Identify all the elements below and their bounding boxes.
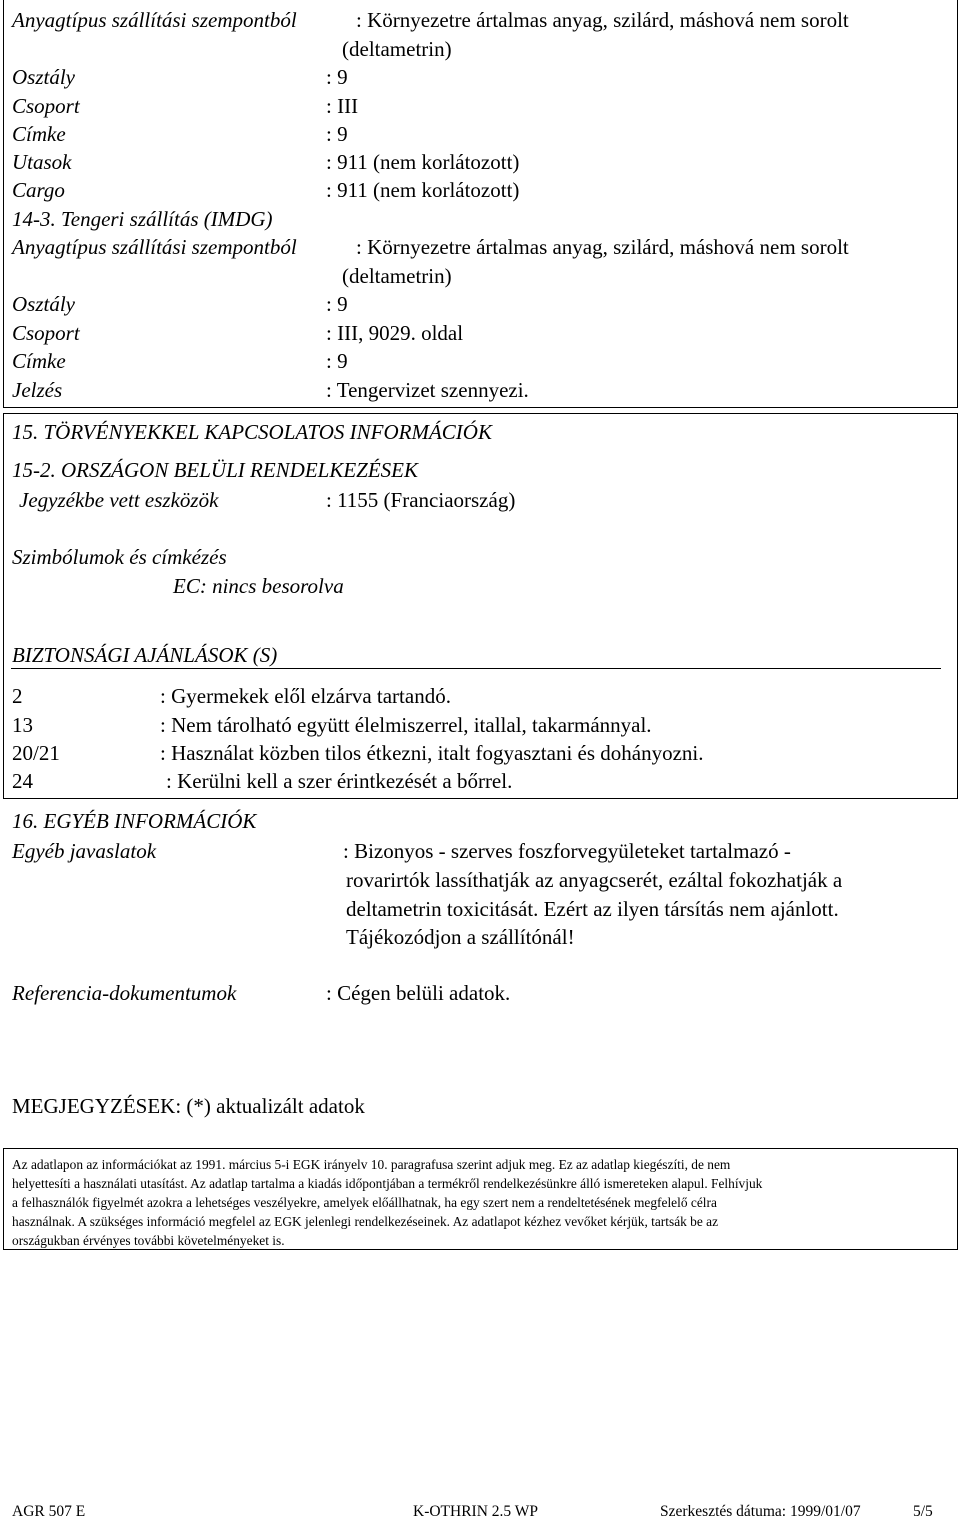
safety-text: : Használat közben tilos étkezni, italt fogyasztani és dohányozni. xyxy=(160,741,704,765)
safety-text: : Kerülni kell a szer érintkezését a bőrrel. xyxy=(166,769,513,793)
other-line: rovarirtók lassíthatják az anyagcserét, ezáltal fokozhatják a xyxy=(346,868,843,892)
disclaimer-line: országukban érvényes további követelményeket is. xyxy=(12,1233,285,1248)
other-line: : Bizonyos - szerves foszforvegyületeket tartalmazó - xyxy=(343,839,791,863)
sea-substance-value-cont: (deltametrin) xyxy=(342,264,452,288)
road-row-value: : III xyxy=(326,94,359,118)
sea-row-label: Jelzés xyxy=(12,378,63,402)
registry-label: Jegyzékbe vett eszközök xyxy=(19,488,219,512)
sea-row-value: : 9 xyxy=(326,292,348,316)
sea-substance-label: Anyagtípus szállítási szempontból xyxy=(12,235,297,259)
road-row-label: Osztály xyxy=(12,65,75,89)
road-row-label: Cargo xyxy=(12,178,65,202)
safety-code: 2 xyxy=(12,684,23,708)
sea-row-value: : III, 9029. oldal xyxy=(326,321,464,345)
sea-row-label: Osztály xyxy=(12,292,75,316)
sea-row-label: Csoport xyxy=(12,321,80,345)
sea-substance-value: : Környezetre ártalmas anyag, szilárd, máshová nem sorolt xyxy=(356,235,849,259)
footer-page-number: 5/5 xyxy=(913,1503,933,1520)
road-row-label: Címke xyxy=(12,122,66,146)
road-substance-label: Anyagtípus szállítási szempontból xyxy=(12,8,297,32)
ref-value: : Cégen belüli adatok. xyxy=(326,981,511,1005)
section16-heading: 16. EGYÉB INFORMÁCIÓK xyxy=(12,809,257,833)
sea-row-value: : 9 xyxy=(326,349,348,373)
safety-text: : Gyermekek elől elzárva tartandó. xyxy=(160,684,451,708)
disclaimer-line: a felhasználók figyelmét azokra a lehetséges veszélyekre, amelyek előállhatnak, ha egy szert nem a rendeltetésének megfelelő célra xyxy=(12,1195,717,1210)
footer-product: K-OTHRIN 2.5 WP xyxy=(413,1503,538,1520)
other-label: Egyéb javaslatok xyxy=(12,839,157,863)
road-row-value: : 9 xyxy=(326,65,348,89)
safety-code: 20/21 xyxy=(12,741,60,765)
safety-heading: BIZTONSÁGI AJÁNLÁSOK (S) xyxy=(12,643,278,667)
road-row-label: Utasok xyxy=(12,150,72,174)
road-row-value: : 911 (nem korlátozott) xyxy=(326,150,520,174)
notes: MEGJEGYZÉSEK: (*) aktualizált adatok xyxy=(12,1094,365,1118)
safety-text: : Nem tárolható együtt élelmiszerrel, itallal, takarmánnyal. xyxy=(160,713,652,737)
symbols-value: EC: nincs besorolva xyxy=(173,574,344,598)
safety-code: 13 xyxy=(12,713,33,737)
road-substance-value: : Környezetre ártalmas anyag, szilárd, máshová nem sorolt xyxy=(356,8,849,32)
ref-label: Referencia-dokumentumok xyxy=(12,981,237,1005)
registry-value: : 1155 (Franciaország) xyxy=(326,488,516,512)
symbols-label: Szimbólumok és címkézés xyxy=(12,545,227,569)
disclaimer-line: használnak. A szükséges információ megfelel az EGK jelenlegi rendelkezéseinek. Az adatlapot kézhez vevőket kérjük, tartsák be az xyxy=(12,1214,719,1229)
other-line: Tájékozódjon a szállítónál! xyxy=(346,925,575,949)
sea-heading: 14-3. Tengeri szállítás (IMDG) xyxy=(12,207,273,231)
footer-code: AGR 507 E xyxy=(12,1503,86,1520)
road-row-value: : 9 xyxy=(326,122,348,146)
safety-heading-rule xyxy=(11,668,941,669)
road-row-label: Csoport xyxy=(12,94,80,118)
sea-row-value: : Tengervizet szennyezi. xyxy=(326,378,529,402)
transport-box xyxy=(3,0,958,408)
section15-heading: 15. TÖRVÉNYEKKEL KAPCSOLATOS INFORMÁCIÓK xyxy=(12,420,492,444)
other-line: deltametrin toxicitását. Ezért az ilyen társítás nem ajánlott. xyxy=(346,897,839,921)
safety-code: 24 xyxy=(12,769,33,793)
sea-row-label: Címke xyxy=(12,349,66,373)
footer-edit-date: Szerkesztés dátuma: 1999/01/07 xyxy=(660,1503,861,1520)
disclaimer-line: Az adatlapon az információkat az 1991. március 5-i EGK irányelv 10. paragrafusa szerint adjuk meg. Ez az adatlap kiegészíti, de nem xyxy=(12,1157,731,1172)
section15-2-heading: 15-2. ORSZÁGON BELÜLI RENDELKEZÉSEK xyxy=(12,458,419,482)
road-row-value: : 911 (nem korlátozott) xyxy=(326,178,520,202)
disclaimer-line: helyettesíti a használati utasítást. Az adatlap tartalma a kiadás időpontjában a termékről rendelkezésünkre álló ismereteken alapul. Felhívjuk xyxy=(12,1176,763,1191)
road-substance-value-cont: (deltametrin) xyxy=(342,37,452,61)
